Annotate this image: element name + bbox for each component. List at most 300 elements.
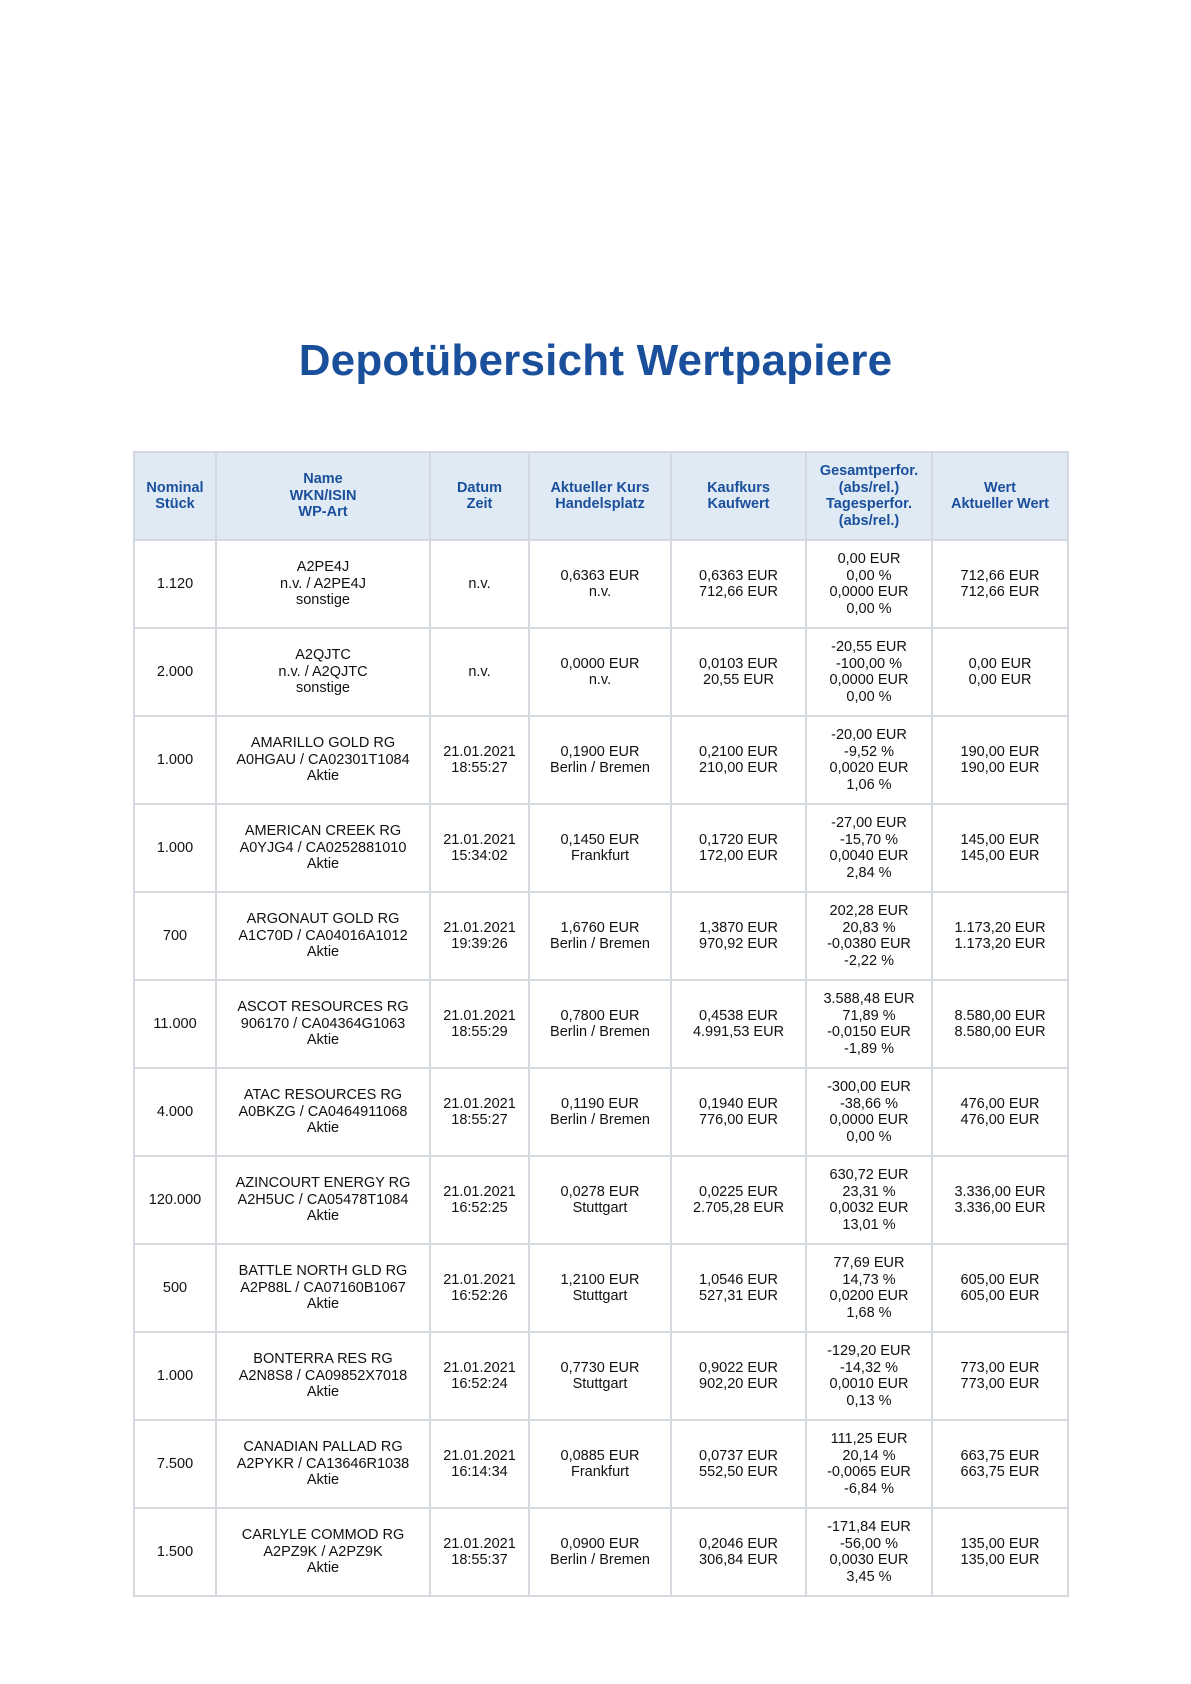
cell-line: 0,0000 EUR bbox=[829, 672, 909, 688]
cell-line: 16:52:25 bbox=[451, 1200, 508, 1216]
depot-table bbox=[133, 451, 1069, 1597]
cell-line: 0,0278 EUR bbox=[560, 1183, 640, 1200]
cell-kauf bbox=[671, 1244, 806, 1332]
cell-kauf bbox=[671, 1420, 806, 1508]
cell-line: 970,92 EUR bbox=[699, 936, 778, 952]
cell-line: 1,68 % bbox=[846, 1304, 892, 1321]
cell-line: 14,73 % bbox=[842, 1271, 896, 1288]
cell-line: A0HGAU / CA02301T1084 bbox=[236, 751, 410, 768]
cell-line: 712,66 EUR bbox=[960, 567, 1040, 584]
cell-line: 0,00 EUR bbox=[837, 551, 901, 567]
cell-line: 145,00 EUR bbox=[960, 831, 1040, 848]
cell-datum bbox=[430, 628, 529, 716]
cell-line: Berlin / Bremen bbox=[550, 1024, 650, 1040]
cell-line: 21.01.2021 bbox=[443, 1095, 516, 1112]
cell-line: 21.01.2021 bbox=[443, 1271, 516, 1288]
cell-line: -14,32 % bbox=[839, 1359, 899, 1376]
cell-line: 20,83 % bbox=[842, 919, 896, 936]
cell-line: 0,0040 EUR bbox=[829, 848, 909, 864]
table-row bbox=[134, 1508, 1068, 1596]
cell-kauf bbox=[671, 892, 806, 980]
cell-line: 663,75 EUR bbox=[960, 1447, 1040, 1464]
cell-line: 0,0000 EUR bbox=[829, 584, 909, 600]
cell-kauf bbox=[671, 540, 806, 628]
cell-name bbox=[216, 1420, 430, 1508]
cell-nominal: 7.500 bbox=[134, 1420, 216, 1508]
cell-line: 712,66 EUR bbox=[699, 584, 778, 600]
table-row bbox=[134, 1068, 1068, 1156]
cell-line: Aktie bbox=[306, 768, 340, 785]
column-header-line: Zeit bbox=[466, 496, 493, 512]
cell-line: 0,0010 EUR bbox=[829, 1376, 909, 1392]
column-header-line: Kaufkurs bbox=[707, 479, 770, 496]
cell-line: 18:55:29 bbox=[451, 1024, 508, 1040]
cell-line: 0,1190 EUR bbox=[561, 1095, 639, 1112]
cell-line: 0,2100 EUR bbox=[699, 743, 778, 760]
cell-line: 552,50 EUR bbox=[699, 1464, 778, 1480]
cell-line: 0,9022 EUR bbox=[699, 1359, 778, 1376]
cell-line: 135,00 EUR bbox=[960, 1535, 1040, 1552]
cell-wert bbox=[932, 716, 1068, 804]
cell-line: 0,2046 EUR bbox=[699, 1535, 778, 1552]
cell-perf bbox=[806, 540, 932, 628]
cell-datum bbox=[430, 540, 529, 628]
cell-name bbox=[216, 1244, 430, 1332]
cell-perf bbox=[806, 628, 932, 716]
cell-line: n.v. / A2PE4J bbox=[280, 575, 366, 592]
cell-line: 0,00 % bbox=[846, 600, 892, 617]
column-header-line: WP-Art bbox=[298, 504, 348, 521]
cell-line: A2QJTC bbox=[295, 647, 351, 664]
cell-nominal: 1.000 bbox=[134, 1332, 216, 1420]
column-header-line: Gesamtperfor. bbox=[819, 463, 919, 479]
column-header-line: Name bbox=[303, 471, 343, 488]
cell-line: 21.01.2021 bbox=[443, 1359, 516, 1376]
cell-name bbox=[216, 716, 430, 804]
column-header-nominal bbox=[134, 452, 216, 540]
cell-line: ASCOT RESOURCES RG bbox=[237, 999, 409, 1016]
cell-kauf bbox=[671, 628, 806, 716]
cell-line: sonstige bbox=[295, 680, 350, 697]
cell-line: 18:55:37 bbox=[451, 1552, 508, 1568]
cell-line: 0,1900 EUR bbox=[560, 743, 640, 760]
cell-line: 773,00 EUR bbox=[960, 1376, 1040, 1392]
cell-kurs bbox=[529, 1068, 671, 1156]
cell-datum bbox=[430, 716, 529, 804]
table-row bbox=[134, 892, 1068, 980]
cell-perf bbox=[806, 1068, 932, 1156]
cell-name bbox=[216, 1156, 430, 1244]
cell-datum bbox=[430, 1332, 529, 1420]
column-header-perf bbox=[806, 452, 932, 540]
table-header-row bbox=[134, 452, 1068, 540]
cell-datum bbox=[430, 1420, 529, 1508]
cell-line: 0,0020 EUR bbox=[829, 760, 909, 776]
cell-wert bbox=[932, 1508, 1068, 1596]
cell-perf bbox=[806, 716, 932, 804]
cell-line: BONTERRA RES RG bbox=[253, 1351, 393, 1368]
cell-perf bbox=[806, 980, 932, 1068]
cell-perf bbox=[806, 804, 932, 892]
cell-line: 1,2100 EUR bbox=[560, 1271, 640, 1288]
cell-kauf bbox=[671, 1068, 806, 1156]
cell-name bbox=[216, 892, 430, 980]
cell-line: Aktie bbox=[306, 1032, 340, 1049]
cell-line: Aktie bbox=[306, 1560, 340, 1577]
column-header-line: Kaufwert bbox=[707, 496, 770, 512]
column-header-kauf bbox=[671, 452, 806, 540]
table-row bbox=[134, 1156, 1068, 1244]
cell-kurs bbox=[529, 1332, 671, 1420]
cell-line: 1,6760 EUR bbox=[560, 919, 640, 936]
cell-kauf bbox=[671, 804, 806, 892]
cell-line: 773,00 EUR bbox=[960, 1359, 1040, 1376]
cell-line: A2PYKR / CA13646R1038 bbox=[236, 1455, 410, 1472]
column-header-line: Aktueller Wert bbox=[950, 496, 1050, 512]
cell-line: 0,0885 EUR bbox=[560, 1447, 640, 1464]
cell-nominal: 1.000 bbox=[134, 716, 216, 804]
cell-line: Stuttgart bbox=[572, 1288, 628, 1304]
cell-line: -300,00 EUR bbox=[827, 1079, 911, 1095]
cell-kauf bbox=[671, 1156, 806, 1244]
cell-datum bbox=[430, 1156, 529, 1244]
cell-line: Aktie bbox=[306, 1296, 340, 1313]
cell-line: 0,6363 EUR bbox=[699, 567, 778, 584]
cell-line: 23,31 % bbox=[842, 1183, 896, 1200]
cell-line: 71,89 % bbox=[842, 1007, 896, 1024]
cell-nominal: 1.500 bbox=[134, 1508, 216, 1596]
cell-line: 16:52:26 bbox=[451, 1288, 508, 1304]
cell-line: 20,14 % bbox=[842, 1447, 896, 1464]
cell-line: AZINCOURT ENERGY RG bbox=[235, 1175, 411, 1192]
table-row bbox=[134, 804, 1068, 892]
cell-line: 0,0225 EUR bbox=[699, 1183, 778, 1200]
cell-kurs bbox=[529, 1244, 671, 1332]
cell-line: CARLYLE COMMOD RG bbox=[241, 1527, 405, 1544]
cell-line: 0,4538 EUR bbox=[699, 1007, 778, 1024]
cell-line: 0,13 % bbox=[846, 1392, 892, 1409]
cell-line: n.v. bbox=[588, 672, 612, 688]
cell-line: Berlin / Bremen bbox=[550, 760, 650, 776]
cell-wert bbox=[932, 540, 1068, 628]
cell-line: 0,0200 EUR bbox=[829, 1288, 909, 1304]
column-header-line: Datum bbox=[456, 479, 503, 496]
cell-name bbox=[216, 1068, 430, 1156]
cell-name bbox=[216, 980, 430, 1068]
cell-name bbox=[216, 804, 430, 892]
cell-line: 3,45 % bbox=[846, 1568, 892, 1585]
cell-nominal: 500 bbox=[134, 1244, 216, 1332]
cell-line: 0,1450 EUR bbox=[560, 831, 640, 848]
table-row bbox=[134, 1332, 1068, 1420]
cell-line: 135,00 EUR bbox=[960, 1552, 1040, 1568]
column-header-line: Stück bbox=[155, 496, 195, 512]
column-header-line: (abs/rel.) bbox=[838, 479, 900, 496]
cell-kurs bbox=[529, 804, 671, 892]
cell-line: -56,00 % bbox=[839, 1535, 899, 1552]
cell-line: 902,20 EUR bbox=[699, 1376, 778, 1392]
cell-line: -0,0065 EUR bbox=[827, 1464, 911, 1480]
cell-line: Stuttgart bbox=[572, 1376, 628, 1392]
cell-line: 4.991,53 EUR bbox=[692, 1024, 785, 1040]
cell-line: 21.01.2021 bbox=[443, 1447, 516, 1464]
cell-line: 630,72 EUR bbox=[829, 1167, 909, 1183]
cell-wert bbox=[932, 980, 1068, 1068]
cell-line: -20,55 EUR bbox=[831, 639, 907, 655]
column-header-kurs bbox=[529, 452, 671, 540]
column-header-line: WKN/ISIN bbox=[289, 487, 357, 504]
cell-name bbox=[216, 1332, 430, 1420]
cell-line: 0,0032 EUR bbox=[829, 1200, 909, 1216]
cell-line: A2PZ9K / A2PZ9K bbox=[263, 1543, 383, 1560]
cell-wert bbox=[932, 1420, 1068, 1508]
table-row bbox=[134, 1420, 1068, 1508]
cell-line: Berlin / Bremen bbox=[550, 936, 650, 952]
cell-line: 1.173,20 EUR bbox=[954, 919, 1046, 936]
cell-line: 111,25 EUR bbox=[830, 1431, 908, 1447]
cell-perf bbox=[806, 1244, 932, 1332]
table-row bbox=[134, 716, 1068, 804]
cell-line: 476,00 EUR bbox=[960, 1095, 1040, 1112]
cell-line: A2PE4J bbox=[296, 559, 350, 576]
cell-line: 0,6363 EUR bbox=[560, 567, 640, 584]
cell-line: n.v. bbox=[468, 575, 491, 592]
cell-line: 190,00 EUR bbox=[960, 743, 1040, 760]
cell-line: A0YJG4 / CA0252881010 bbox=[239, 839, 407, 856]
cell-line: 2.705,28 EUR bbox=[692, 1200, 785, 1216]
cell-kauf bbox=[671, 1332, 806, 1420]
cell-line: -0,0150 EUR bbox=[827, 1024, 911, 1040]
cell-line: -9,52 % bbox=[844, 743, 894, 760]
cell-line: 19:39:26 bbox=[451, 936, 508, 952]
cell-line: 21.01.2021 bbox=[443, 1535, 516, 1552]
cell-kurs bbox=[529, 980, 671, 1068]
cell-line: 16:52:24 bbox=[451, 1376, 508, 1392]
cell-line: 527,31 EUR bbox=[699, 1288, 778, 1304]
cell-wert bbox=[932, 1332, 1068, 1420]
table-row bbox=[134, 628, 1068, 716]
cell-line: 8.580,00 EUR bbox=[954, 1007, 1046, 1024]
cell-perf bbox=[806, 1156, 932, 1244]
cell-line: 1.173,20 EUR bbox=[954, 936, 1046, 952]
cell-line: 8.580,00 EUR bbox=[954, 1024, 1046, 1040]
cell-line: 77,69 EUR bbox=[833, 1255, 905, 1271]
cell-line: AMARILLO GOLD RG bbox=[250, 735, 396, 752]
page-title: Depotübersicht Wertpapiere bbox=[298, 336, 893, 385]
cell-line: 3.336,00 EUR bbox=[954, 1183, 1046, 1200]
cell-line: 3.336,00 EUR bbox=[954, 1200, 1046, 1216]
cell-kurs bbox=[529, 540, 671, 628]
cell-line: 0,00 % bbox=[846, 567, 892, 584]
cell-line: 605,00 EUR bbox=[960, 1288, 1040, 1304]
column-header-line: (abs/rel.) bbox=[838, 512, 900, 529]
cell-kurs bbox=[529, 1420, 671, 1508]
cell-kauf bbox=[671, 1508, 806, 1596]
cell-wert bbox=[932, 804, 1068, 892]
cell-line: 712,66 EUR bbox=[960, 584, 1040, 600]
cell-line: 0,0000 EUR bbox=[829, 1112, 909, 1128]
cell-line: 202,28 EUR bbox=[829, 903, 909, 919]
cell-perf bbox=[806, 1420, 932, 1508]
table-body bbox=[134, 540, 1068, 1596]
table-row bbox=[134, 980, 1068, 1068]
cell-kauf bbox=[671, 716, 806, 804]
cell-line: 3.588,48 EUR bbox=[823, 991, 915, 1007]
column-header-line: Aktueller Kurs bbox=[550, 479, 650, 496]
cell-line: 0,0900 EUR bbox=[560, 1535, 640, 1552]
column-header-name bbox=[216, 452, 430, 540]
cell-line: 605,00 EUR bbox=[960, 1271, 1040, 1288]
cell-line: 190,00 EUR bbox=[960, 760, 1040, 776]
cell-line: -2,22 % bbox=[844, 952, 894, 969]
cell-line: Frankfurt bbox=[570, 848, 629, 864]
cell-line: 172,00 EUR bbox=[699, 848, 778, 864]
cell-line: 906170 / CA04364G1063 bbox=[240, 1015, 406, 1032]
column-header-wert bbox=[932, 452, 1068, 540]
cell-line: -171,84 EUR bbox=[827, 1519, 911, 1535]
cell-line: Aktie bbox=[306, 944, 340, 961]
cell-line: Aktie bbox=[306, 1120, 340, 1137]
table-row bbox=[134, 540, 1068, 628]
cell-nominal: 2.000 bbox=[134, 628, 216, 716]
cell-datum bbox=[430, 1244, 529, 1332]
cell-line: 21.01.2021 bbox=[443, 919, 516, 936]
cell-line: 1,06 % bbox=[846, 776, 892, 793]
cell-line: 21.01.2021 bbox=[443, 831, 516, 848]
cell-wert bbox=[932, 628, 1068, 716]
cell-nominal: 700 bbox=[134, 892, 216, 980]
cell-line: 0,7800 EUR bbox=[560, 1007, 640, 1024]
cell-line: Aktie bbox=[306, 856, 340, 873]
cell-line: 210,00 EUR bbox=[699, 760, 778, 776]
cell-line: CANADIAN PALLAD RG bbox=[243, 1439, 403, 1456]
cell-wert bbox=[932, 892, 1068, 980]
cell-line: Frankfurt bbox=[570, 1464, 629, 1480]
cell-nominal: 4.000 bbox=[134, 1068, 216, 1156]
cell-line: BATTLE NORTH GLD RG bbox=[238, 1263, 408, 1280]
cell-line: 0,0103 EUR bbox=[699, 655, 778, 672]
cell-datum bbox=[430, 804, 529, 892]
cell-line: 16:14:34 bbox=[451, 1464, 508, 1480]
table-row bbox=[134, 1244, 1068, 1332]
cell-line: -1,89 % bbox=[844, 1040, 894, 1057]
cell-line: 0,00 % bbox=[846, 688, 892, 705]
cell-line: 0,00 % bbox=[846, 1128, 892, 1145]
cell-wert bbox=[932, 1156, 1068, 1244]
cell-name bbox=[216, 1508, 430, 1596]
cell-line: 15:34:02 bbox=[451, 848, 508, 864]
cell-line: 18:55:27 bbox=[451, 760, 508, 776]
cell-line: 306,84 EUR bbox=[699, 1552, 778, 1568]
cell-kurs bbox=[529, 1508, 671, 1596]
cell-line: 0,0030 EUR bbox=[829, 1552, 909, 1568]
cell-nominal: 1.120 bbox=[134, 540, 216, 628]
cell-line: Aktie bbox=[306, 1208, 340, 1225]
cell-datum bbox=[430, 892, 529, 980]
cell-perf bbox=[806, 1332, 932, 1420]
cell-line: n.v. / A2QJTC bbox=[278, 663, 368, 680]
cell-line: -15,70 % bbox=[839, 831, 899, 848]
cell-line: 145,00 EUR bbox=[960, 848, 1040, 864]
cell-datum bbox=[430, 1068, 529, 1156]
cell-line: A2N8S8 / CA09852X7018 bbox=[238, 1367, 408, 1384]
cell-line: A0BKZG / CA0464911068 bbox=[238, 1103, 408, 1120]
cell-nominal: 1.000 bbox=[134, 804, 216, 892]
cell-line: -0,0380 EUR bbox=[827, 936, 911, 952]
cell-line: A2P88L / CA07160B1067 bbox=[240, 1279, 406, 1296]
cell-perf bbox=[806, 1508, 932, 1596]
cell-line: 0,1940 EUR bbox=[699, 1095, 778, 1112]
cell-line: 2,84 % bbox=[846, 864, 892, 881]
cell-datum bbox=[430, 1508, 529, 1596]
cell-line: A2H5UC / CA05478T1084 bbox=[237, 1191, 409, 1208]
cell-line: 1,3870 EUR bbox=[699, 919, 778, 936]
cell-line: A1C70D / CA04016A1012 bbox=[238, 927, 408, 944]
column-header-line: Handelsplatz bbox=[555, 496, 645, 512]
column-header-line: Tagesperfor. bbox=[826, 496, 912, 512]
cell-line: Stuttgart bbox=[572, 1200, 628, 1216]
cell-line: 0,0000 EUR bbox=[560, 655, 640, 672]
cell-line: AMERICAN CREEK RG bbox=[244, 823, 402, 840]
cell-line: Aktie bbox=[306, 1472, 340, 1489]
cell-kauf bbox=[671, 980, 806, 1068]
cell-line: 663,75 EUR bbox=[960, 1464, 1040, 1480]
cell-line: 18:55:27 bbox=[451, 1112, 508, 1128]
cell-wert bbox=[932, 1244, 1068, 1332]
cell-line: 21.01.2021 bbox=[443, 1007, 516, 1024]
cell-line: 20,55 EUR bbox=[703, 672, 774, 688]
column-header-datum bbox=[430, 452, 529, 540]
cell-line: 21.01.2021 bbox=[443, 1183, 516, 1200]
cell-line: -129,20 EUR bbox=[827, 1343, 911, 1359]
cell-line: 21.01.2021 bbox=[443, 743, 516, 760]
cell-datum bbox=[430, 980, 529, 1068]
cell-kurs bbox=[529, 716, 671, 804]
cell-kurs bbox=[529, 892, 671, 980]
cell-line: 0,0737 EUR bbox=[699, 1447, 778, 1464]
cell-kurs bbox=[529, 628, 671, 716]
cell-line: ATAC RESOURCES RG bbox=[243, 1087, 403, 1104]
cell-name bbox=[216, 540, 430, 628]
column-header-line: Nominal bbox=[146, 479, 204, 496]
column-header-line: Wert bbox=[984, 479, 1016, 496]
cell-line: Berlin / Bremen bbox=[550, 1112, 650, 1128]
cell-line: n.v. bbox=[588, 584, 612, 600]
cell-line: 1,0546 EUR bbox=[699, 1271, 778, 1288]
cell-line: -100,00 % bbox=[835, 655, 903, 672]
cell-nominal: 11.000 bbox=[134, 980, 216, 1068]
cell-kurs bbox=[529, 1156, 671, 1244]
cell-perf bbox=[806, 892, 932, 980]
cell-line: n.v. bbox=[468, 663, 491, 680]
cell-line: -38,66 % bbox=[839, 1095, 899, 1112]
cell-line: 776,00 EUR bbox=[699, 1112, 778, 1128]
cell-line: 13,01 % bbox=[842, 1216, 896, 1233]
cell-line: -6,84 % bbox=[844, 1480, 894, 1497]
cell-line: 0,00 EUR bbox=[968, 672, 1032, 688]
cell-line: -20,00 EUR bbox=[831, 727, 907, 743]
cell-line: -27,00 EUR bbox=[831, 815, 907, 831]
cell-wert bbox=[932, 1068, 1068, 1156]
cell-line: 0,1720 EUR bbox=[699, 831, 778, 848]
cell-line: 0,00 EUR bbox=[968, 655, 1032, 672]
cell-line: 476,00 EUR bbox=[960, 1112, 1040, 1128]
cell-line: ARGONAUT GOLD RG bbox=[246, 911, 400, 928]
cell-line: sonstige bbox=[295, 592, 350, 609]
cell-line: Aktie bbox=[306, 1384, 340, 1401]
cell-nominal: 120.000 bbox=[134, 1156, 216, 1244]
cell-name bbox=[216, 628, 430, 716]
